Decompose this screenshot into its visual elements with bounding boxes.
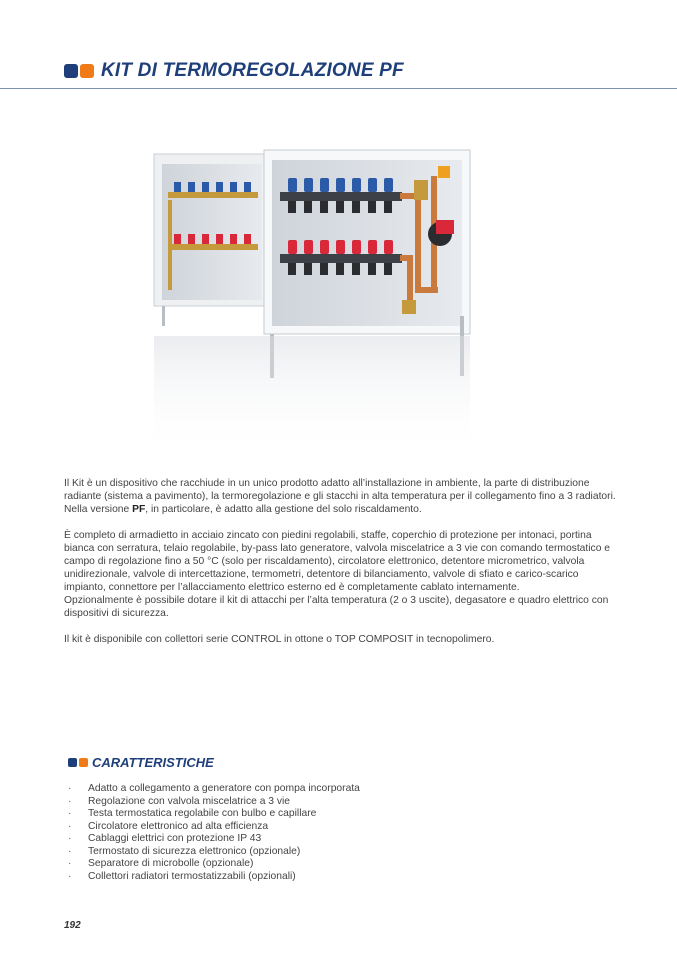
page-number: 192: [64, 920, 81, 931]
description-p1-end: , in particolare, è adatto alla gestione del solo riscaldamento.: [145, 504, 422, 515]
description-paragraph-2: È completo di armadietto in acciaio zincato con piedini regolabili, staffe, coperchio di protezione per intonaci, portina bianca con serratura, telaio regolabile, by-pass lato generatore, valvola miscelatrice a 3 vie con comando termostatico e campo di regolazione fino a 50 °C (solo per riscaldamento), circolatore elettronico, detentore micrometrico, valvola unidirezionale, valvole di intercettazione, termometri, detentore di bilanciamento, valvole di sfiato e carico-scarico impianto, connettore per l’allacciamento elettrico esterno ed è completamente cablato internamente.: [64, 530, 611, 593]
description-text: [64, 477, 619, 659]
description-p1-start: Il Kit è un dispositivo che racchiude in un unico prodotto adatto all’installazione in ambiente, la parte di distribuzione radiante (sistema a pavimento), la termoregolazione e gli stacchi in alta temperatura per il collegamento fino a 3 radiatori. Nella versione: [64, 478, 616, 515]
list-item: · Collettori radiatori termostatizzabili (opzionali): [64, 871, 584, 884]
list-item: · Cablaggi elettrici con protezione IP 43: [64, 833, 584, 846]
features-list: [64, 783, 584, 883]
list-item: · Adatto a collegamento a generatore con pompa incorporata: [64, 783, 584, 796]
description-paragraph-1: [64, 477, 619, 516]
brand-squares-icon: [64, 64, 94, 78]
list-item: · Circolatore elettronico ad alta efficienza: [64, 821, 584, 834]
list-item: · Separatore di microbolle (opzionale): [64, 858, 584, 871]
list-item: · Testa termostatica regolabile con bulbo e capillare: [64, 808, 584, 821]
section-squares-icon: [68, 758, 88, 768]
list-item: · Regolazione con valvola miscelatrice a 3 vie: [64, 796, 584, 809]
description-paragraph-3: Opzionalmente è possibile dotare il kit di attacchi per l’alta temperatura (2 o 3 uscite), degasatore e quadro elettrico con dispositivi di sicurezza.: [64, 595, 609, 619]
header-divider: [0, 88, 677, 89]
features-title: CARATTERISTICHE: [92, 755, 214, 770]
page-title: KIT DI TERMOREGOLAZIONE PF: [101, 60, 404, 81]
list-item: · Termostato di sicurezza elettronico (opzionale): [64, 846, 584, 859]
product-image: [138, 140, 478, 460]
description-p1-version: PF: [132, 504, 146, 515]
page-header: [0, 0, 677, 90]
description-paragraph-4: Il kit è disponibile con collettori serie CONTROL in ottone o TOP COMPOSIT in tecnopolimero.: [64, 634, 495, 645]
